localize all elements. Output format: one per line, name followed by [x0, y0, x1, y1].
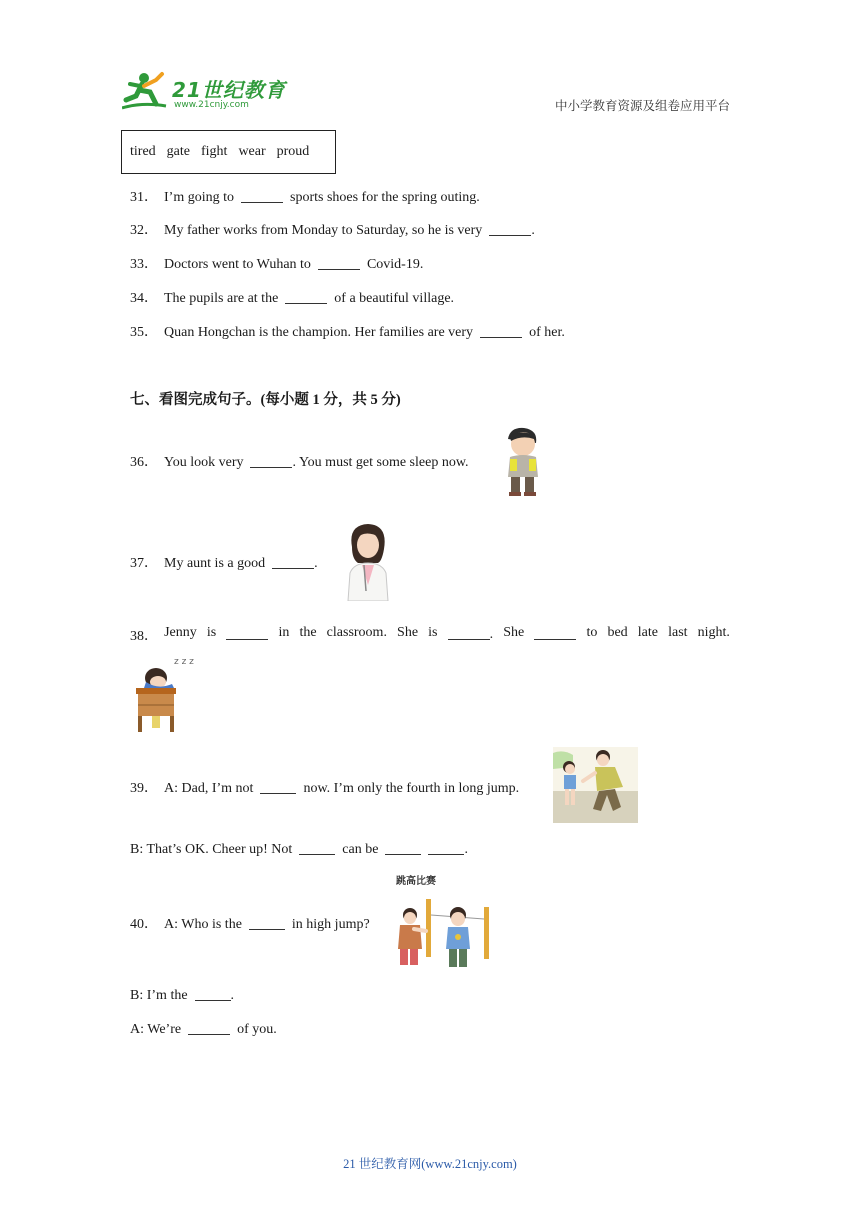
answer-blank[interactable] — [489, 221, 531, 236]
header-platform-text: 中小学教育资源及组卷应用平台 — [554, 99, 730, 113]
svg-text:z z z: z z z — [174, 657, 194, 667]
footer-link[interactable]: 21 世纪教育网(www.21cnjy.com) — [343, 1157, 517, 1171]
word-bank-item: gate — [166, 144, 190, 159]
question-31: 31． I’m going to sports shoes for the spring outing. — [130, 190, 480, 205]
question-35: 35． Quan Hongchan is the champion. Her families are very of her. — [130, 325, 565, 340]
answer-blank[interactable] — [285, 289, 327, 304]
answer-blank[interactable] — [534, 625, 576, 640]
logo — [122, 70, 292, 116]
question-33: 33． Doctors went to Wuhan to Covid-19. — [130, 257, 424, 272]
question-40-b: B: I’m the . — [130, 988, 235, 1003]
logo-text: 21世纪教育 — [172, 78, 286, 102]
answer-blank[interactable] — [260, 779, 296, 794]
question-34: 34． The pupils are at the of a beautiful village. — [130, 291, 455, 306]
answer-blank[interactable] — [272, 554, 314, 569]
answer-blank[interactable] — [428, 840, 464, 855]
answer-blank[interactable] — [318, 255, 360, 270]
answer-blank[interactable] — [241, 188, 283, 203]
answer-blank[interactable] — [195, 986, 231, 1001]
logo-url: www.21cnjy.com — [174, 100, 249, 110]
dad-and-son-image — [553, 747, 638, 823]
answer-blank[interactable] — [249, 915, 285, 930]
answer-blank[interactable] — [226, 625, 268, 640]
word-bank-item: tired — [130, 144, 156, 159]
question-39-b: B: That’s OK. Cheer up! Not can be . — [130, 842, 468, 857]
question-36: 36． You look very . You must get some sleep now. — [130, 455, 469, 470]
sleeping-girl-image — [134, 652, 206, 734]
question-37: 37． My aunt is a good . — [130, 556, 318, 571]
answer-blank[interactable] — [188, 1020, 230, 1035]
runner-icon — [122, 73, 166, 108]
answer-blank[interactable] — [448, 625, 490, 640]
answer-blank[interactable] — [385, 840, 421, 855]
doctor-aunt-image — [342, 521, 394, 601]
answer-blank[interactable] — [480, 323, 522, 338]
question-40-a: 40． A: Who is the in high jump? — [130, 917, 370, 932]
answer-blank[interactable] — [250, 453, 292, 468]
tired-boy-image — [498, 425, 546, 497]
word-bank-item: wear — [238, 144, 266, 159]
answer-blank[interactable] — [299, 840, 335, 855]
question-38: 38． Jenny is in the classroom. She is . She to bed late last night. — [130, 625, 730, 644]
image-caption: 跳高比赛 — [396, 876, 436, 887]
section-title: 七、看图完成句子。(每小题 1 分，共 5 分) — [130, 392, 401, 408]
word-bank — [121, 130, 336, 174]
high-jump-image — [392, 897, 492, 969]
word-bank-item: proud — [276, 144, 310, 159]
word-bank-item: fight — [200, 144, 228, 159]
question-39-a: 39． A: Dad, I’m not now. I’m only the fourth in long jump. — [130, 781, 520, 796]
question-40-c: A: We’re of you. — [130, 1022, 277, 1037]
question-32: 32． My father works from Monday to Saturday, so he is very . — [130, 223, 535, 238]
